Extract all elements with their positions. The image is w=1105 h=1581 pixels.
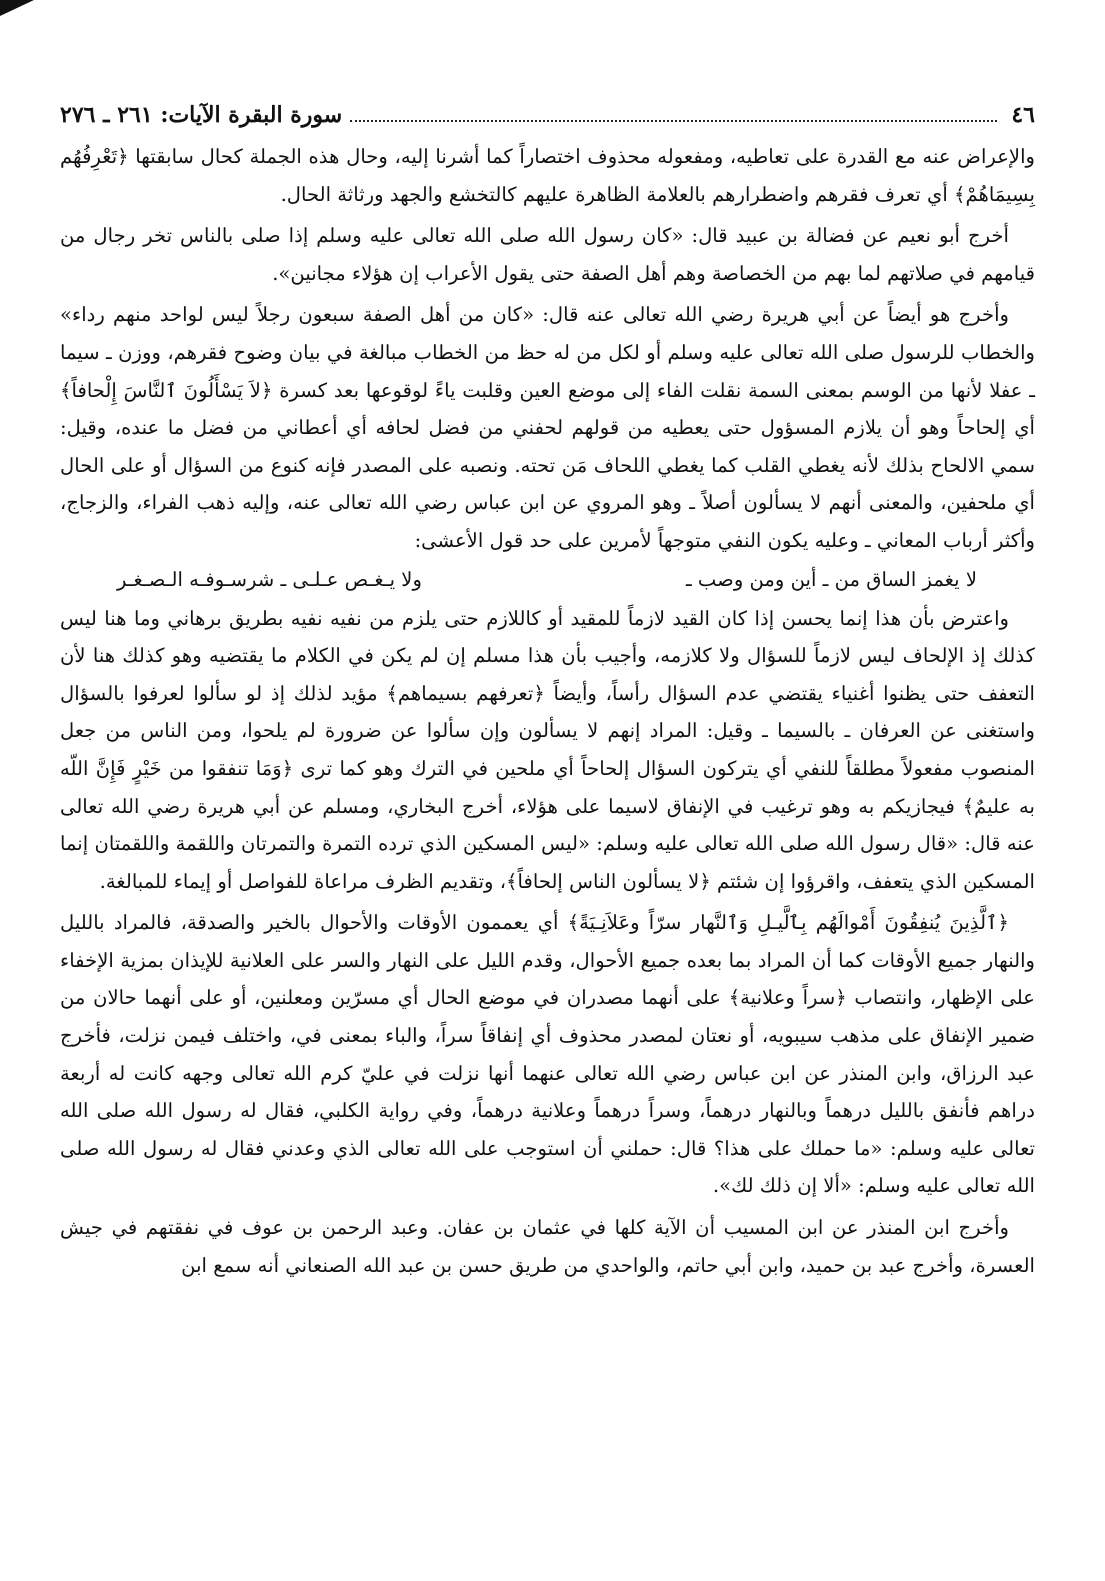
verse-first-hemistich: لا يغمز الساق من ـ أين ومن وصب ـ bbox=[685, 567, 977, 591]
paragraph-2: أخرج أبو نعيم عن فضالة بن عبيد قال: «كان رسول الله صلى الله تعالى عليه وسلم إذا صلى بالناس تخر رجال من قيامهم في صلاتهم لما بهم من الخصاصة وهم أهل الصفة حتى يقول الأعراب إن هؤلاء مجانين». bbox=[60, 224, 1035, 285]
paragraph-4: واعترض بأن هذا إنما يحسن إذا كان القيد لازماً للمقيد أو كاللازم حتى يلزم من نفيه نفيه بطريق برهاني وما هنا ليس كذلك إذ الإلحاف ليس لازماً للسؤال ولا كلازمه، وأجيب بأن هذا مسلم إن لم يكن في الكلام ما يقتضيه وهو كذلك هنا لأن التعفف حتى يظنوا أغنياء يقتضي عدم السؤال رأساً، وأيضاً ﴿تعرفهم بسيماهم﴾ مؤيد لذلك إذ لو سألوا لعرفوا بالسؤال واستغنى عن العرفان ـ بالسيما ـ وقيل: المراد إنهم لا يسألون وإن سألوا عن ضرورة لم يلحوا، ومن الناس من جعل المنصوب مفعولاً مطلقاً للنفي أي يتركون السؤال إلحاحاً أي ملحين في الترك وهو كما ترى ﴿وَمَا تنفقوا من خَيْرٍ فَإِنَّ اللّه به عليمٌ﴾ فيجازيكم به وهو ترغيب في الإنفاق لاسيما على هؤلاء، أخرج البخاري، ومسلم عن أبي هريرة رضي الله تعالى عنه قال: «قال رسول الله صلى الله تعالى عليه وسلم: «ليس المسكين الذي ترده التمرة والتمرتان واللقمة واللقمتان إنما المسكين الذي يتعفف، واقرؤوا إن شئتم ﴿لا يسألون الناس إلحافاً﴾، وتقديم الظرف مراعاة للفواصل أو إيماء للمبالغة. bbox=[60, 606, 1036, 893]
running-title: سورة البقرة الآيات: ٢٦١ ـ ٢٧٦ bbox=[60, 102, 343, 128]
page-number: ٤٦ bbox=[1011, 102, 1035, 128]
page-header bbox=[60, 98, 1035, 138]
header-dot-leader bbox=[350, 120, 997, 122]
paragraph-6: وأخرج ابن المنذر عن ابن المسيب أن الآية كلها في عثمان بن عفان. وعبد الرحمن بن عوف في نفقتهم في جيش العسرة، وأخرج عبد بن حميد، وابن أبي حاتم، والواحدي من طريق حسن بن عبد الله الصنعاني أنه سمع ابن bbox=[60, 1216, 1035, 1277]
corner-scan-mark bbox=[0, 0, 34, 16]
document-page bbox=[60, 98, 1035, 1284]
paragraph-5: ﴿ٱلَّذِينَ يُنفِقُونَ أَمْوالَهُم بِٱلَّيـلِ وَٱلنَّهار سرّاً وعَلاَنِـيَةً﴾ أي يعممون الأوقات والأحوال بالخير والصدقة، فالمراد بالليل والنهار جميع الأوقات كما أن المراد بما بعده جميع الأحوال، وقدم الليل على النهار والسر على العلانية للإيذان بمزية الإخفاء على الإظهار، وانتصاب ﴿سراً وعلانية﴾ على أنهما مصدران في موضع الحال أي مسرّين ومعلنين، أو على أنهما حالان من ضمير الإنفاق على مذهب سيبويه، أو نعتان لمصدر محذوف أي إنفاقاً سراً، والباء بمعنى في، واختلف فيمن نزلت، فأخرج عبد الرزاق، وابن المنذر عن ابن عباس رضي الله تعالى عنهما أنها نزلت في عليّ كرم الله تعالى وجهه كانت له أربعة دراهم فأنفق بالليل درهماً وبالنهار درهماً، وسراً درهماً وعلانية درهماً، وفي رواية الكلبي، فقال له رسول الله صلى الله تعالى عليه وسلم: «ما حملك على هذا؟ قال: حملني أن استوجب على الله تعالى الذي وعدني فقال له رسول الله صلى الله تعالى عليه وسلم: «ألا إن ذلك لك». bbox=[60, 911, 1035, 1198]
verse-second-hemistich: ولا يـغـص عـلـى ـ شرسـوفـه الـصـغـر bbox=[117, 567, 422, 591]
paragraph-1: والإعراض عنه مع القدرة على تعاطيه، ومفعوله محذوف اختصاراً كما أشرنا إليه، وحال هذه الجملة كحال سابقتها ﴿تَعْرِفُهُم بِسِيمَاهُمْ﴾ أي تعرف فقرهم واضطرارهم بالعلامة الظاهرة عليهم كالتخشع والجهد ورثاثة الحال. bbox=[60, 145, 1035, 206]
poetry-verse bbox=[117, 560, 977, 600]
paragraph-3: وأخرج هو أيضاً عن أبي هريرة رضي الله تعالى عنه قال: «كان من أهل الصفة سبعون رجلاً ليس لواحد منهم رداء» والخطاب للرسول صلى الله تعالى عليه وسلم أو لكل من له حظ من الخطاب مبالغة في بيان وضوح فقرهم، ووزن ـ سيما ـ عفلا لأنها من الوسم بمعنى السمة نقلت الفاء إلى موضع العين وقلبت ياءً لوقوعها بعد كسرة ﴿لاَ يَسْأَلُونَ ٱلنَّاسَ إِلْحافاً﴾ أي إلحاحاً وهو أن يلازم المسؤول حتى يعطيه من قولهم لحفني من فضل لحافه أي أعطاني من فضل ما عنده، وقيل: سمي الالحاح بذلك لأنه يغطي القلب كما يغطي اللحاف مَن تحته. ونصبه على المصدر فإنه كنوع من السؤال أو على الحال أي ملحفين، والمعنى أنهم لا يسألون أصلاً ـ وهو المروي عن ابن عباس رضي الله تعالى عنه، وإليه ذهب الفراء، والزجاج، وأكثر أرباب المعاني ـ وعليه يكون النفي متوجهاً لأمرين على حد قول الأعشى: bbox=[60, 303, 1035, 552]
